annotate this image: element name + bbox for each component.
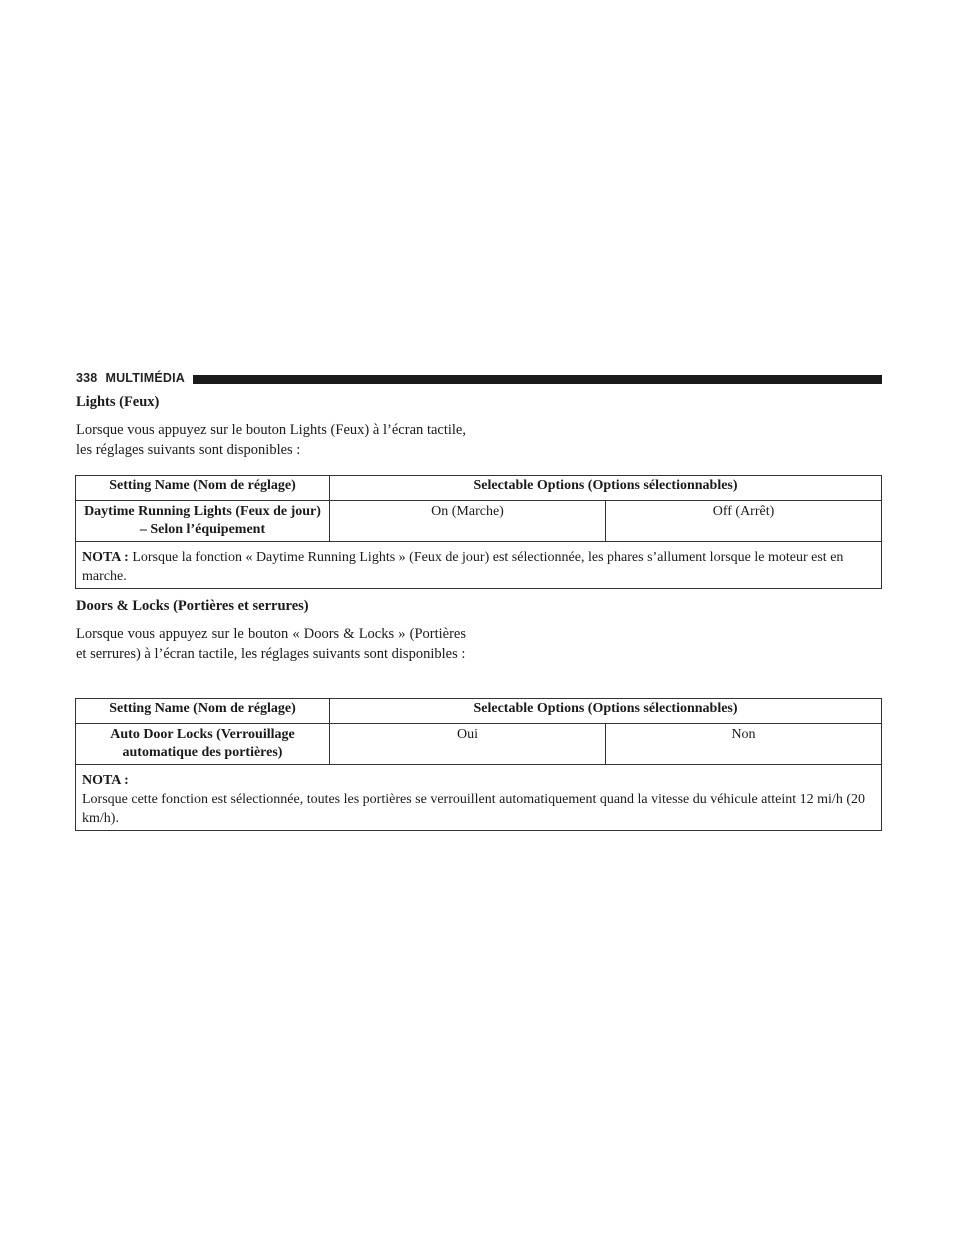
header-rule	[193, 375, 882, 384]
column-header-options: Selectable Options (Options sélectionnables)	[330, 476, 882, 501]
option-cell-oui: Oui	[330, 724, 606, 765]
doors-intro-paragraph: Lorsque vous appuyez sur le bouton « Doors & Locks » (Portières et serrures) à l’écran tactile, les réglages suivants sont disponibles :	[76, 626, 466, 662]
column-header-options: Selectable Options (Options sélectionnables)	[330, 699, 882, 724]
setting-name-cell: Auto Door Locks (Verrouillage automatique des portières)	[76, 724, 330, 765]
note-label: NOTA :	[82, 550, 129, 565]
table-header-row	[76, 699, 882, 724]
doors-settings-table	[75, 698, 882, 831]
option-cell-non: Non	[606, 724, 882, 765]
table-row	[76, 724, 882, 765]
note-label: NOTA :	[82, 773, 129, 788]
note-text: Lorsque cette fonction est sélectionnée, toutes les portières se verrouillent automatiquement quand la vitesse du véhicule atteint 12 mi/h (20 km/h).	[82, 792, 865, 826]
lights-intro-paragraph: Lorsque vous appuyez sur le bouton Lights (Feux) à l’écran tactile, les réglages suivants sont disponibles :	[76, 422, 466, 458]
note-cell	[76, 765, 882, 831]
column-header-setting: Setting Name (Nom de réglage)	[76, 476, 330, 501]
table-header-row	[76, 476, 882, 501]
setting-name-cell: Daytime Running Lights (Feux de jour) – Selon l’équipement	[76, 501, 330, 542]
note-text: Lorsque la fonction « Daytime Running Lights » (Feux de jour) est sélectionnée, les phares s’allument lorsque le moteur est en marche.	[82, 550, 844, 584]
chapter-title: MULTIMÉDIA	[105, 371, 186, 385]
table-note-row	[76, 542, 882, 589]
option-cell-off: Off (Arrêt)	[606, 501, 882, 542]
table-note-row	[76, 765, 882, 831]
section-heading-lights: Lights (Feux)	[76, 394, 160, 410]
note-cell	[76, 542, 882, 589]
page-number: 338	[76, 371, 98, 385]
lights-settings-table	[75, 475, 882, 589]
column-header-setting: Setting Name (Nom de réglage)	[76, 699, 330, 724]
section-heading-doors: Doors & Locks (Portières et serrures)	[76, 598, 309, 614]
option-cell-on: On (Marche)	[330, 501, 606, 542]
table-row	[76, 501, 882, 542]
page-header	[76, 368, 882, 388]
